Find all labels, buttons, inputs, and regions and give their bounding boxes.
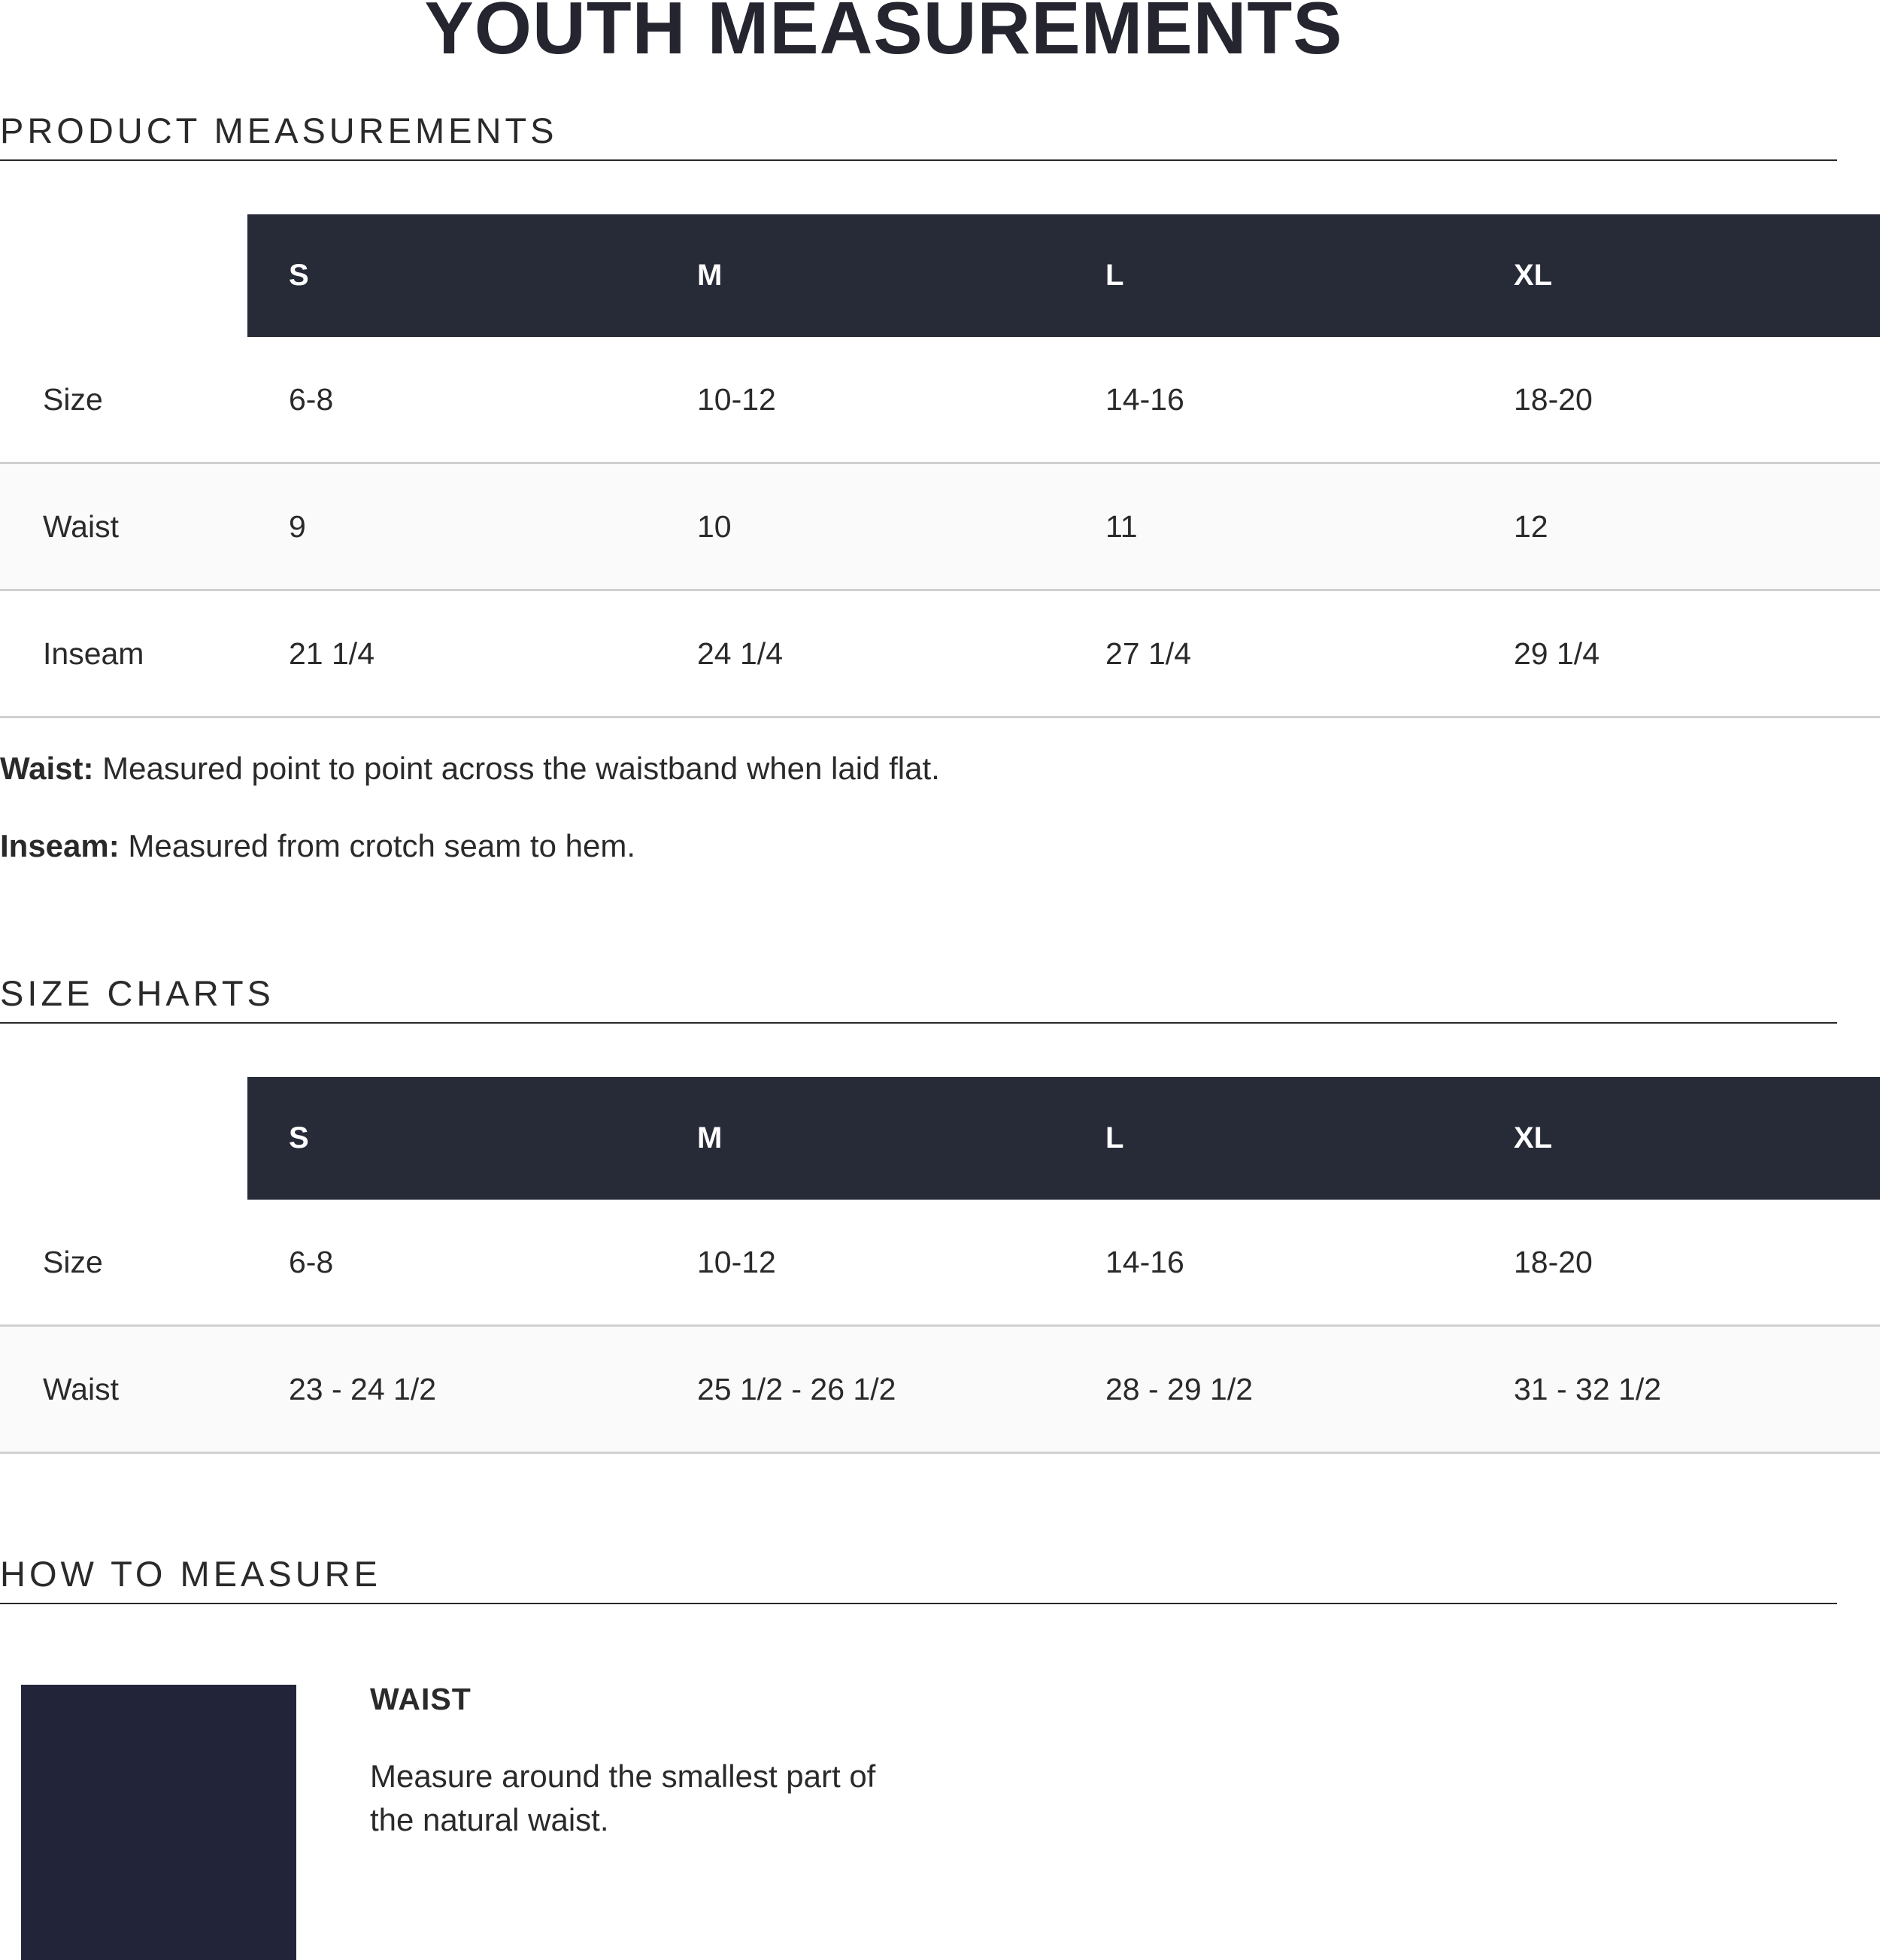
table-cell: 18-20 (1472, 1200, 1880, 1326)
table-cell: 10 (656, 463, 1064, 590)
table-cell: 25 1/2 - 26 1/2 (656, 1326, 1064, 1453)
waist-measure-image (21, 1685, 296, 1960)
table-corner-cell (0, 1077, 247, 1200)
table-header-row (0, 214, 1880, 337)
table-cell: 12 (1472, 463, 1880, 590)
table-cell: 28 - 29 1/2 (1064, 1326, 1472, 1453)
column-header-xl: XL (1472, 1077, 1880, 1200)
table-row-waist (0, 463, 1880, 590)
column-header-m: M (656, 1077, 1064, 1200)
table-cell: 24 1/4 (656, 590, 1064, 718)
table-cell: 31 - 32 1/2 (1472, 1326, 1880, 1453)
table-row-inseam (0, 590, 1880, 718)
waist-note-term: Waist: (0, 751, 94, 786)
size-charts-heading: SIZE CHARTS (0, 973, 274, 1013)
table-cell: 14-16 (1064, 1200, 1472, 1326)
waist-note-text: Measured point to point across the waistband when laid flat. (93, 751, 940, 786)
product-measurements-heading: PRODUCT MEASUREMENTS (0, 111, 558, 150)
product-measurements-divider (0, 159, 1837, 161)
product-measurements-table (0, 214, 1880, 718)
waist-measure-title: WAIST (370, 1682, 472, 1716)
table-row-size (0, 337, 1880, 463)
table-row-waist (0, 1326, 1880, 1453)
size-charts-divider (0, 1022, 1837, 1024)
table-corner-cell (0, 214, 247, 337)
column-header-xl: XL (1472, 214, 1880, 337)
waist-note (0, 750, 940, 787)
column-header-s: S (247, 214, 656, 337)
row-label-size: Size (0, 337, 247, 463)
size-charts-table (0, 1077, 1880, 1454)
column-header-s: S (247, 1077, 656, 1200)
table-cell: 6-8 (247, 1200, 656, 1326)
row-label-waist: Waist (0, 463, 247, 590)
table-cell: 10-12 (656, 1200, 1064, 1326)
how-to-measure-divider (0, 1603, 1837, 1604)
waist-measure-description: Measure around the smallest part of the natural waist. (370, 1758, 876, 1837)
table-cell: 10-12 (656, 337, 1064, 463)
page-title: YOUTH MEASUREMENTS (424, 0, 1343, 69)
table-cell: 6-8 (247, 337, 656, 463)
inseam-note-term: Inseam: (0, 828, 120, 863)
inseam-note (0, 827, 635, 865)
row-label-waist: Waist (0, 1326, 247, 1453)
row-label-size: Size (0, 1200, 247, 1326)
table-cell: 23 - 24 1/2 (247, 1326, 656, 1453)
table-row-size (0, 1200, 1880, 1326)
column-header-m: M (656, 214, 1064, 337)
table-cell: 21 1/4 (247, 590, 656, 718)
column-header-l: L (1064, 1077, 1472, 1200)
table-cell: 9 (247, 463, 656, 590)
column-header-l: L (1064, 214, 1472, 337)
table-cell: 11 (1064, 463, 1472, 590)
inseam-note-text: Measured from crotch seam to hem. (119, 828, 635, 863)
table-cell: 29 1/4 (1472, 590, 1880, 718)
row-label-inseam: Inseam (0, 590, 247, 718)
table-cell: 14-16 (1064, 337, 1472, 463)
table-cell: 18-20 (1472, 337, 1880, 463)
table-header-row (0, 1077, 1880, 1200)
table-cell: 27 1/4 (1064, 590, 1472, 718)
how-to-measure-heading: HOW TO MEASURE (0, 1554, 381, 1594)
